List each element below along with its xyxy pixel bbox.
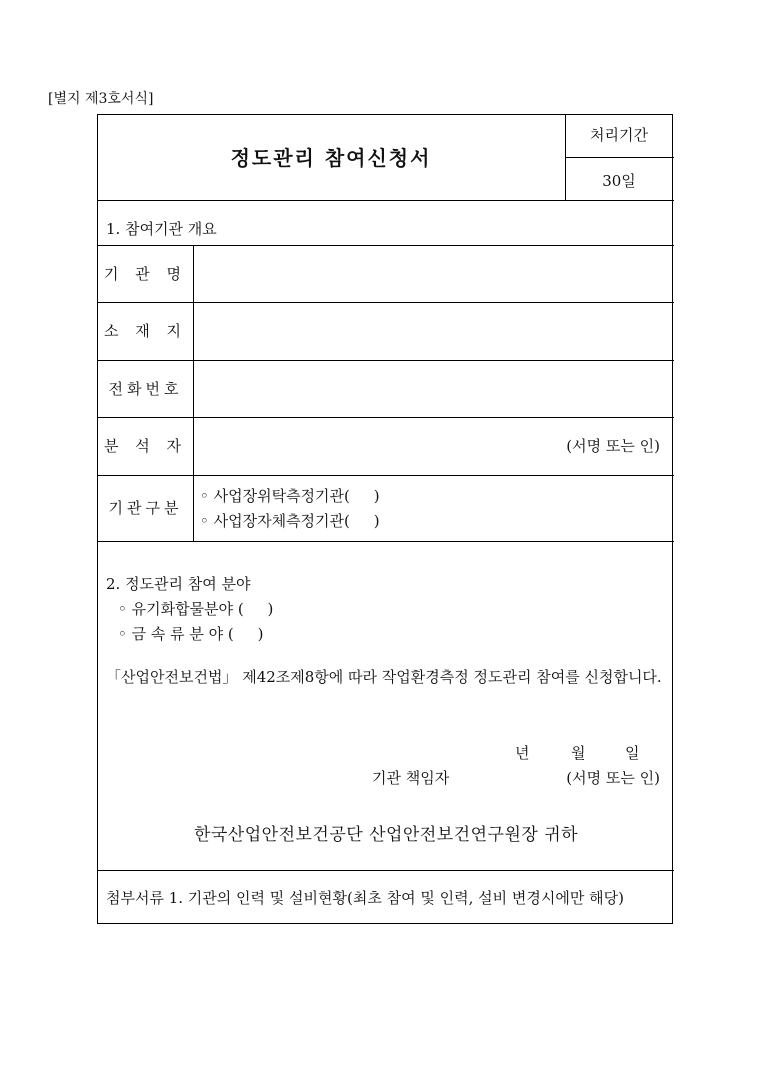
- location-label: 소 재 지: [103, 322, 187, 340]
- date-year: 년: [515, 744, 530, 762]
- title-bottom-rule: [98, 200, 565, 201]
- row-rule-5: [98, 475, 674, 476]
- date-day: 일: [625, 744, 640, 762]
- option-self-measurement[interactable]: ◦ 사업장자체측정기관( ): [200, 512, 380, 530]
- signer-label: 기관 책임자: [372, 769, 450, 787]
- option-metals[interactable]: ◦ 금 속 류 분 야 ( ): [118, 625, 264, 643]
- processing-period-label: 처리기간: [590, 126, 648, 144]
- institution-name-label: 기 관 명: [103, 265, 187, 283]
- processing-period-value: 30일: [602, 172, 636, 190]
- option-consigned-measurement[interactable]: ◦ 사업장위탁측정기관( ): [200, 487, 380, 505]
- processing-bottom-rule: [565, 200, 674, 201]
- phone-field[interactable]: [193, 360, 672, 416]
- section1-heading: 1. 참여기관 개요: [106, 220, 217, 238]
- row-rule-6: [98, 541, 674, 542]
- analyst-signature-note: (서명 또는 인): [566, 437, 660, 455]
- date-month: 월: [571, 744, 586, 762]
- phone-label: 전화번호: [108, 380, 183, 398]
- location-field[interactable]: [193, 302, 672, 359]
- processing-divider: [565, 157, 674, 158]
- addressee: 한국산업안전보건공단 산업안전보건연구원장 귀하: [193, 825, 579, 845]
- institution-type-label: 기관구분: [108, 499, 183, 517]
- section2-heading: 2. 정도관리 참여 분야: [106, 575, 251, 593]
- attachments-rule: [98, 870, 674, 871]
- analyst-label: 분 석 자: [103, 437, 187, 455]
- application-statement: 「산업안전보건법」 제42조제8항에 따라 작업환경측정 정도관리 참여를 신청합니다.: [106, 668, 662, 686]
- institution-name-field[interactable]: [193, 245, 672, 301]
- attachments-note: 첨부서류 1. 기관의 인력 및 설비현황(최초 참여 및 인력, 설비 변경시에만 해당): [106, 889, 624, 907]
- signer-signature-note: (서명 또는 인): [566, 769, 660, 787]
- form-title: 정도관리 참여신청서: [230, 146, 432, 170]
- option-organic-compounds[interactable]: ◦ 유기화합물분야 ( ): [118, 600, 274, 618]
- form-number-label: [별지 제3호서식]: [48, 91, 154, 107]
